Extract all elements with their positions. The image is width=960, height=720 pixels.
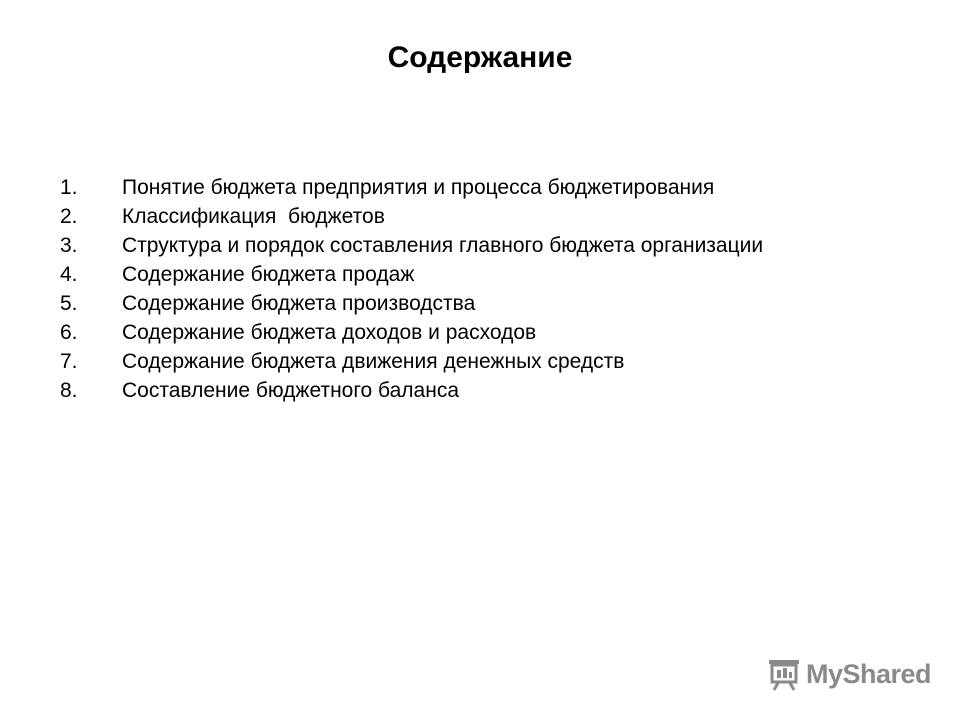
toc-item-text: Содержание бюджета продаж xyxy=(122,263,415,286)
presentation-board-icon xyxy=(766,656,802,692)
toc-item-number: 4. xyxy=(60,263,78,286)
toc-item xyxy=(60,236,880,256)
toc-item xyxy=(60,178,880,198)
toc-item-text: Структура и порядок составления главного бюджета организации xyxy=(122,234,764,257)
toc-item xyxy=(60,207,880,227)
slide-title: Содержание xyxy=(387,41,573,74)
watermark-text: MyShared xyxy=(806,658,932,689)
toc-item-text: Понятие бюджета предприятия и процесса бюджетирования xyxy=(122,176,715,199)
toc-item-number: 1. xyxy=(60,176,78,199)
toc-item-number: 7. xyxy=(60,350,78,373)
toc-item xyxy=(60,265,880,285)
table-of-contents xyxy=(60,178,880,410)
toc-item-number: 6. xyxy=(60,321,78,344)
toc-item-text: Классификация бюджетов xyxy=(122,205,385,228)
toc-item-number: 8. xyxy=(60,379,78,402)
toc-item-number: 5. xyxy=(60,292,78,315)
myshared-watermark[interactable] xyxy=(766,656,931,692)
toc-item-text: Содержание бюджета производства xyxy=(122,292,476,315)
toc-item xyxy=(60,323,880,343)
toc-item-text: Содержание бюджета движения денежных средств xyxy=(122,350,625,373)
toc-item-text: Содержание бюджета доходов и расходов xyxy=(122,321,537,344)
toc-item xyxy=(60,381,880,401)
toc-item-number: 2. xyxy=(60,205,78,228)
toc-item xyxy=(60,352,880,372)
toc-item-number: 3. xyxy=(60,234,78,257)
toc-item xyxy=(60,294,880,314)
toc-item-text: Составление бюджетного баланса xyxy=(122,379,459,402)
